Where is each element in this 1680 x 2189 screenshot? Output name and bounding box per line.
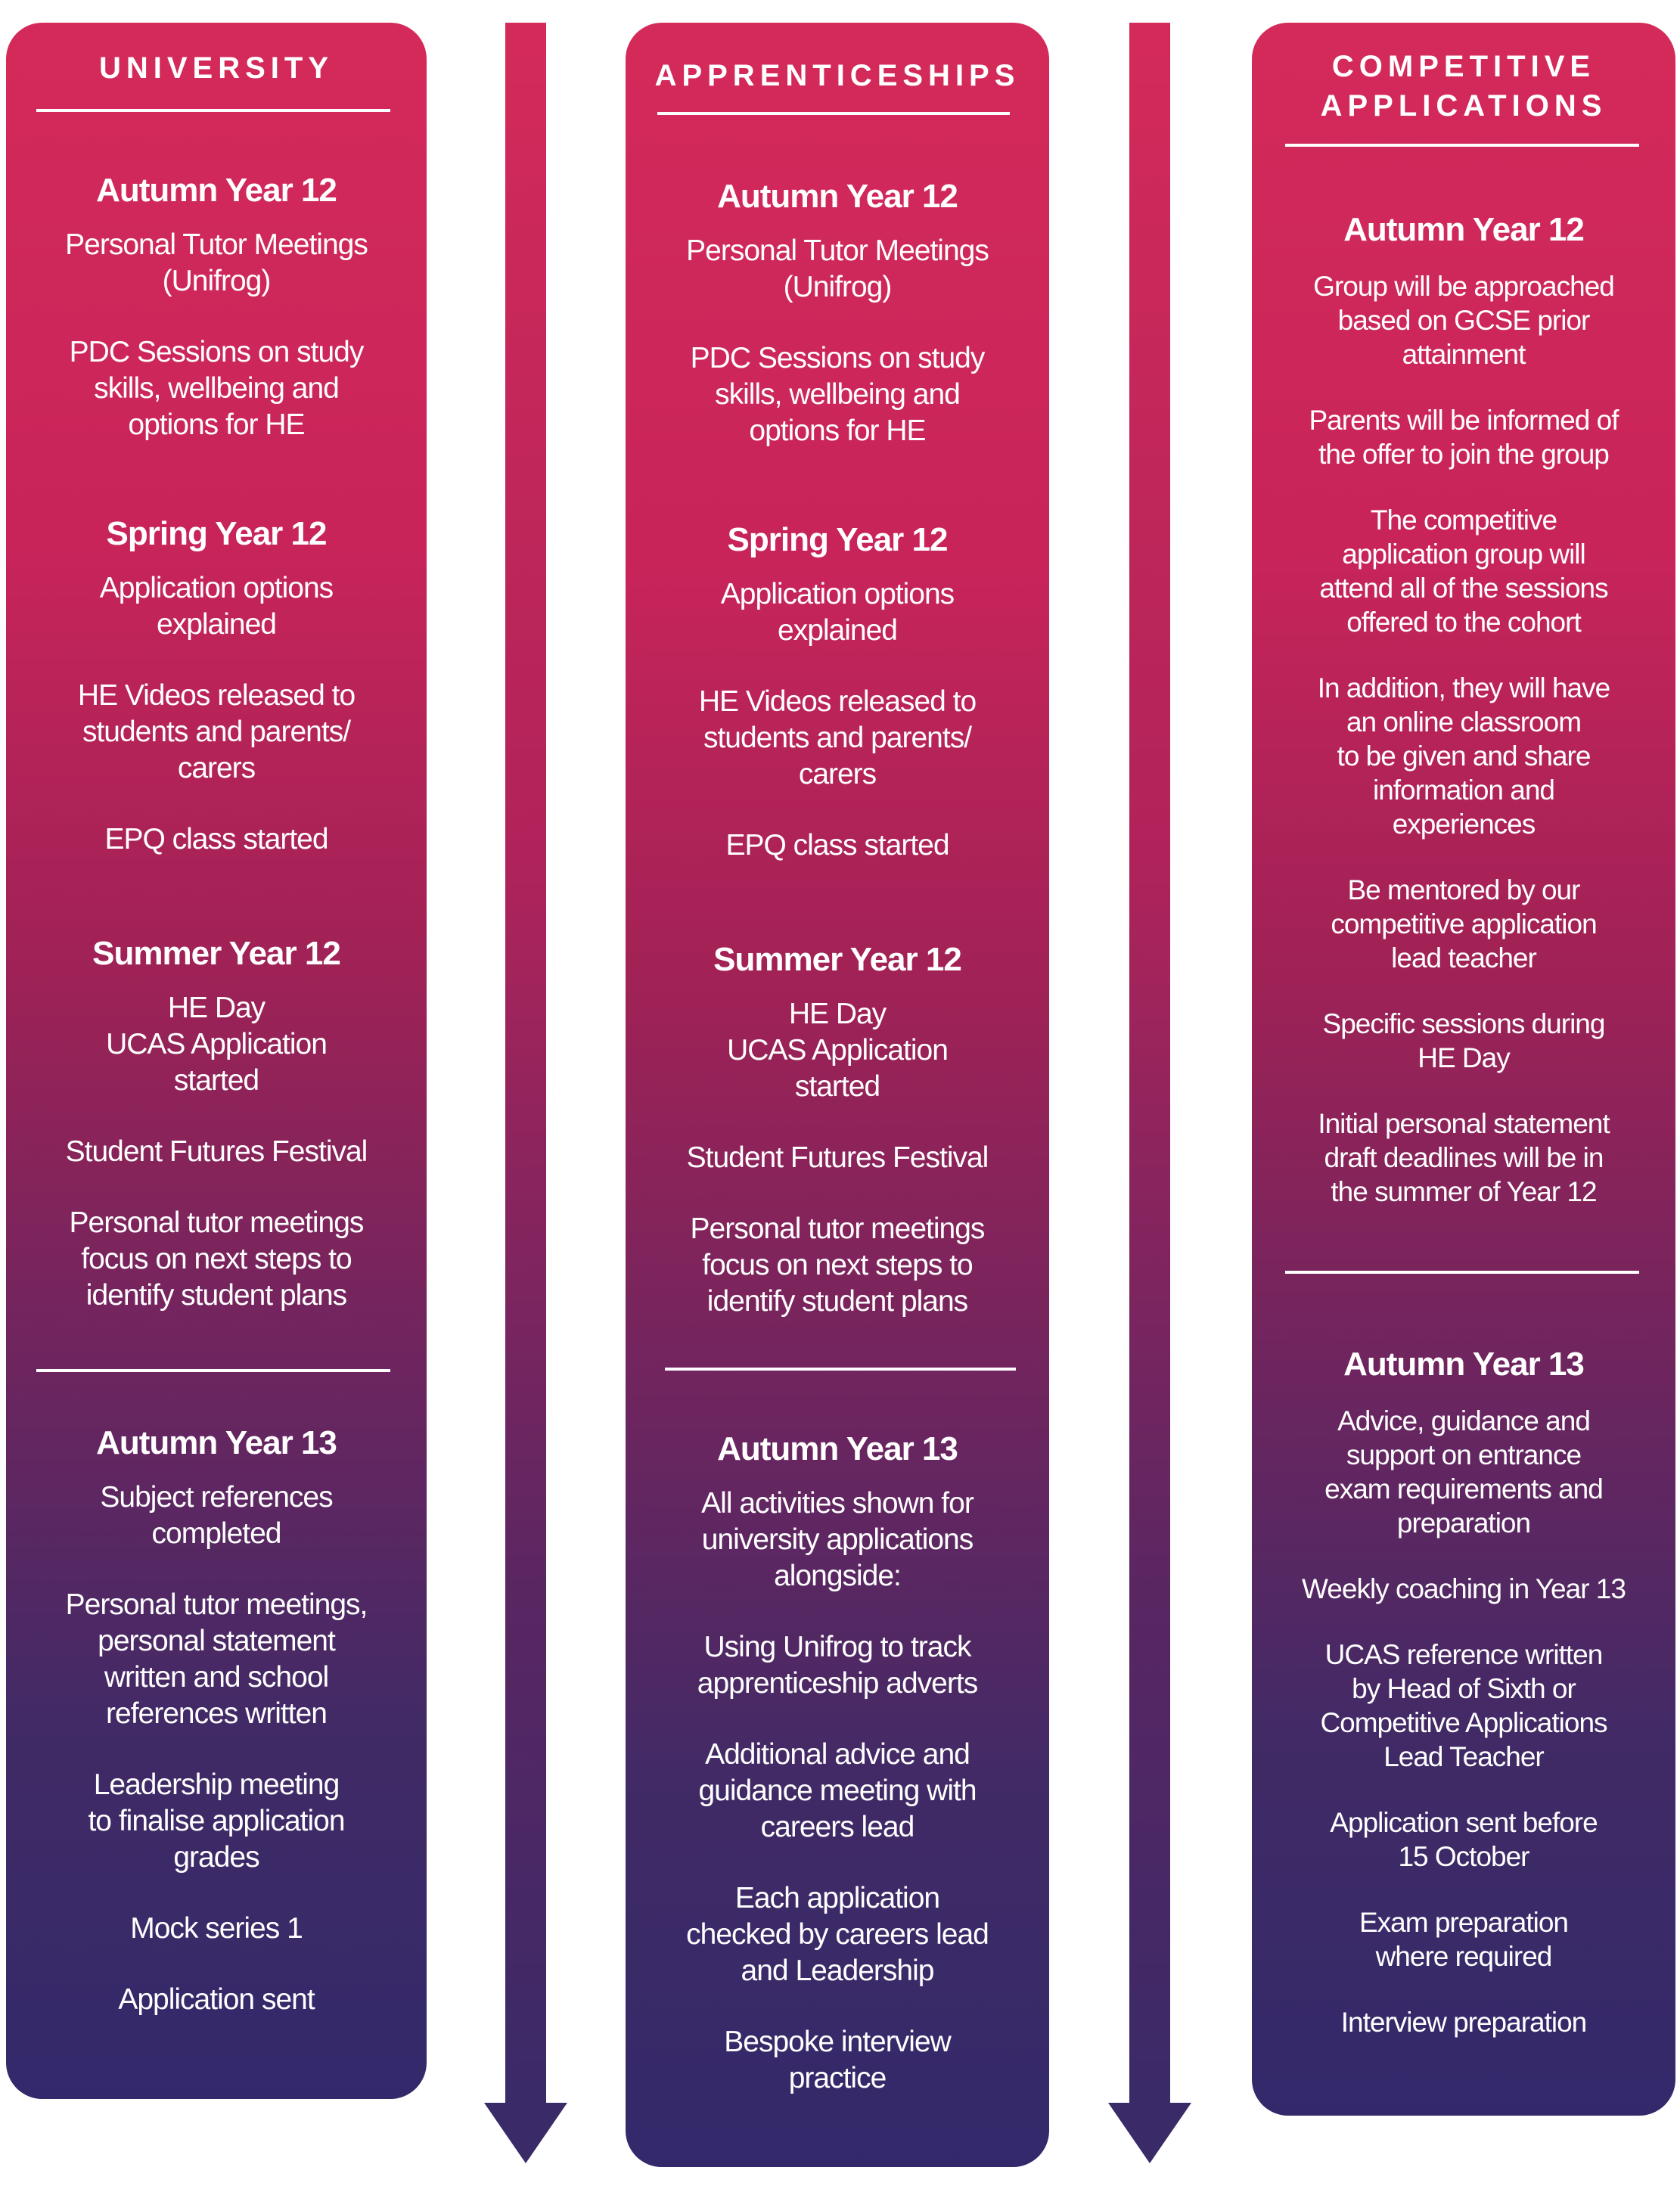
list-item: Specific sessions during HE Day [1322,1008,1605,1073]
list-item: Personal tutor meetings focus on next steps to identify student plans [69,1206,364,1312]
list-item: Personal Tutor Meetings (Unifrog) [65,228,368,297]
section-heading: Autumn Year 13 [717,1430,958,1467]
section-heading: Summer Year 12 [713,941,961,978]
section-autumn-year-12 [1252,210,1675,1240]
list-item: Application sent before 15 October [1330,1807,1598,1872]
section-heading: Spring Year 12 [106,515,327,552]
list-item: Exam preparation where required [1359,1907,1569,1972]
section-autumn-year-12 [626,177,1049,484]
list-item: EPQ class started [104,823,328,855]
list-item: Application sent [118,1983,315,2016]
section-heading: Summer Year 12 [92,935,340,972]
list-item: Interview preparation [1340,2007,1587,2038]
university-column [6,23,427,2099]
column-title: APPRENTICESHIPS [654,59,1020,92]
list-item: Be mentored by our competitive application lead teacher [1331,874,1597,973]
section-autumn-year-13 [6,1424,427,2053]
list-item: HE Day UCAS Application started [106,992,327,1097]
list-item: Additional advice and guidance meeting with careers lead [698,1738,977,1843]
section-heading: Autumn Year 12 [717,178,958,215]
section-summer-year-12 [6,934,427,1349]
list-item: HE Videos released to students and parents/ carers [77,679,356,784]
list-item: Using Unifrog to track apprenticeship adverts [697,1631,978,1700]
section-autumn-year-13 [626,1430,1049,2132]
list-item: In addition, they will have an online classroom to be given and share information and experiences [1317,672,1610,840]
timeline-arrow-2 [1108,23,1191,2163]
section-spring-year-12 [626,520,1049,899]
section-heading: Spring Year 12 [727,521,948,558]
list-item: All activities shown for university applications alongside: [701,1487,974,1592]
list-item: Application options explained [720,578,955,647]
section-heading: Autumn Year 13 [1343,1346,1584,1383]
list-item: Group will be approached based on GCSE prior attainment [1313,271,1614,370]
apprenticeships-column [626,23,1049,2167]
section-heading: Autumn Year 13 [96,1424,337,1461]
list-item: Personal Tutor Meetings (Unifrog) [686,234,989,303]
list-item: Personal tutor meetings, personal statement written and school references written [65,1588,368,1730]
list-item: Application options explained [99,572,334,641]
list-item: Weekly coaching in Year 13 [1302,1573,1626,1604]
list-item: The competitive application group will attend all of the sessions offered to the cohort [1319,505,1608,638]
list-item: HE Day UCAS Application started [727,998,948,1103]
divider [36,1369,390,1372]
section-summer-year-12 [626,940,1049,1355]
section-autumn-year-12 [6,171,427,478]
divider [657,112,1010,115]
section-autumn-year-13 [1252,1345,1675,2071]
list-item: PDC Sessions on study skills, wellbeing and options for HE [69,336,364,441]
column-title: UNIVERSITY [98,51,334,85]
competitive-applications-column [1252,23,1675,2116]
section-heading: Autumn Year 12 [1343,211,1584,248]
list-item: Student Futures Festival [65,1135,368,1168]
list-item: EPQ class started [725,829,949,862]
list-item: Mock series 1 [130,1912,303,1945]
list-item: Initial personal statement draft deadlines will be in the summer of Year 12 [1318,1108,1610,1207]
list-item: PDC Sessions on study skills, wellbeing and options for HE [690,342,985,447]
column-title: COMPETITIVE APPLICATIONS [1320,50,1607,123]
section-spring-year-12 [6,514,427,893]
list-item: UCAS reference written by Head of Sixth or Competitive Applications Lead Teacher [1320,1639,1607,1772]
list-item: Leadership meeting to finalise application grades [88,1768,345,1874]
timeline-arrow-1 [484,23,567,2163]
section-heading: Autumn Year 12 [96,172,337,209]
divider [1285,144,1639,147]
divider [36,109,390,112]
list-item: Advice, guidance and support on entrance exam requirements and preparation [1324,1405,1603,1539]
list-item: Each application checked by careers lead and Leadership [686,1882,989,1987]
divider [1285,1271,1639,1274]
divider [665,1368,1016,1371]
list-item: Student Futures Festival [686,1141,989,1174]
list-item: Subject references completed [100,1481,333,1550]
list-item: Parents will be informed of the offer to join the group [1309,405,1619,470]
list-item: HE Videos released to students and parents/ carers [698,685,977,790]
list-item: Bespoke interview practice [724,2026,951,2094]
list-item: Personal tutor meetings focus on next steps to identify student plans [690,1212,985,1318]
